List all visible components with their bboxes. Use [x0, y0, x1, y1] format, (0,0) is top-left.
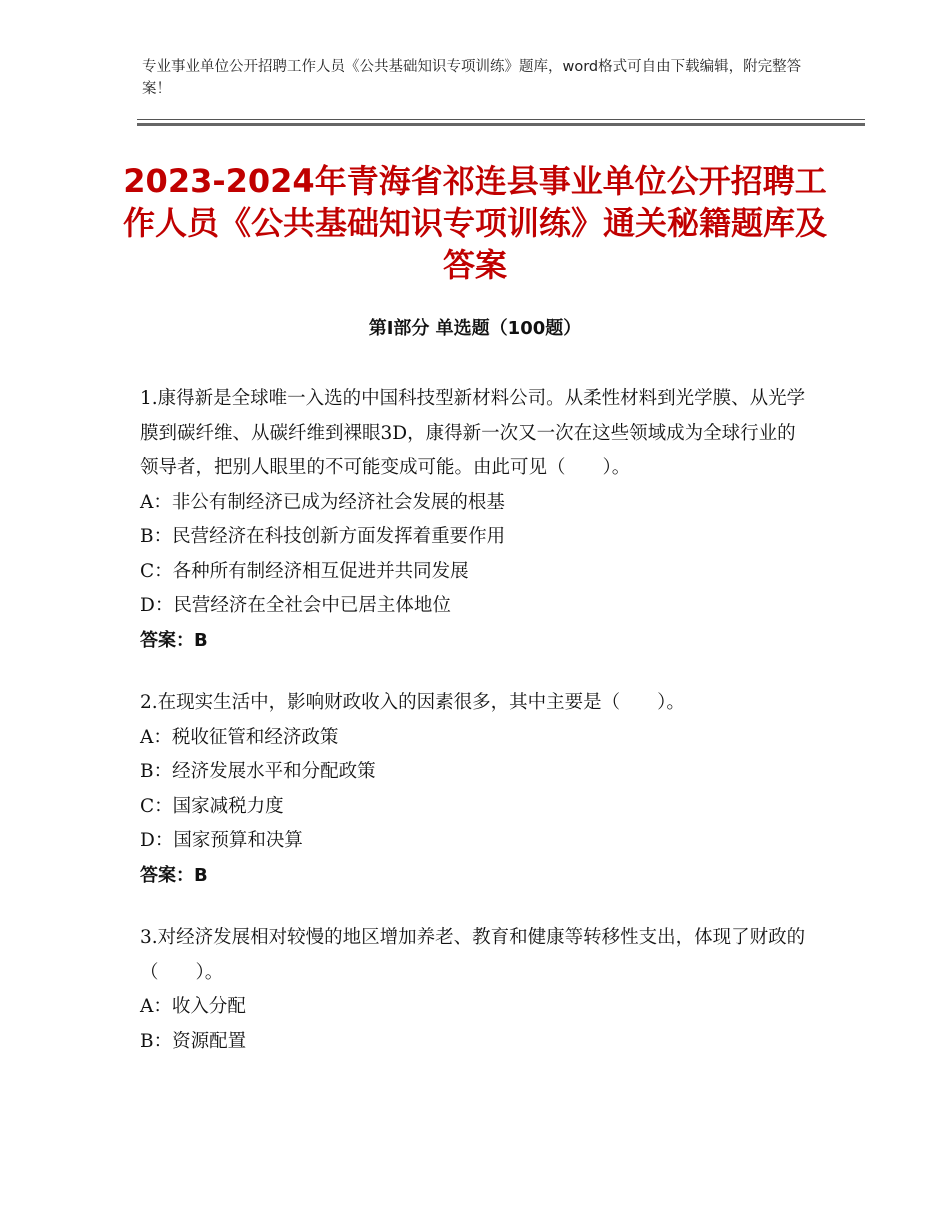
question-stem: 2.在现实生活中，影响财政收入的因素很多，其中主要是（ ）。 — [140, 692, 685, 713]
question-3 — [140, 921, 810, 1059]
option-b: B：资源配置 — [140, 1030, 247, 1052]
option-d: D：国家预算和决算 — [140, 830, 303, 851]
question-list — [140, 382, 810, 1087]
header-divider-thick — [137, 123, 865, 126]
question-stem: 3.对经济发展相对较慢的地区增加养老、教育和健康等转移性支出，体现了财政的（ ）。 — [140, 927, 806, 983]
answer-line: 答案：B — [140, 629, 208, 651]
question-stem: 1.康得新是全球唯一入选的中国科技型新材料公司。从柔性材料到光学膜、从光学膜到碳纤维、从碳纤维到裸眼3D，康得新一次又一次在这些领域成为全球行业的领导者，把别人眼里的不可能变成可能。由此可见（ ）。 — [140, 388, 806, 478]
question-1 — [140, 382, 810, 658]
document-title: 2023-2024年青海省祁连县事业单位公开招聘工作人员《公共基础知识专项训练》通关秘籍题库及答案 — [122, 162, 827, 284]
option-b: B：民营经济在科技创新方面发挥着重要作用 — [140, 526, 506, 547]
header-divider-thin — [137, 119, 865, 120]
answer-line: 答案：B — [140, 864, 208, 886]
option-a: A：税收征管和经济政策 — [140, 726, 339, 748]
section-title: 第Ⅰ部分 单选题（100题） — [368, 318, 582, 339]
option-a: A：非公有制经济已成为经济社会发展的根基 — [140, 491, 505, 513]
option-c: C：各种所有制经济相互促进并共同发展 — [140, 560, 469, 582]
option-a: A：收入分配 — [140, 996, 246, 1017]
header-note: 专业事业单位公开招聘工作人员《公共基础知识专项训练》题库，word格式可自由下载编辑，附完整答案！ — [142, 59, 802, 97]
question-2 — [140, 686, 810, 893]
option-c: C：国家减税力度 — [140, 795, 284, 817]
option-d: D：民营经济在全社会中已居主体地位 — [140, 595, 451, 616]
option-b: B：经济发展水平和分配政策 — [140, 761, 376, 782]
